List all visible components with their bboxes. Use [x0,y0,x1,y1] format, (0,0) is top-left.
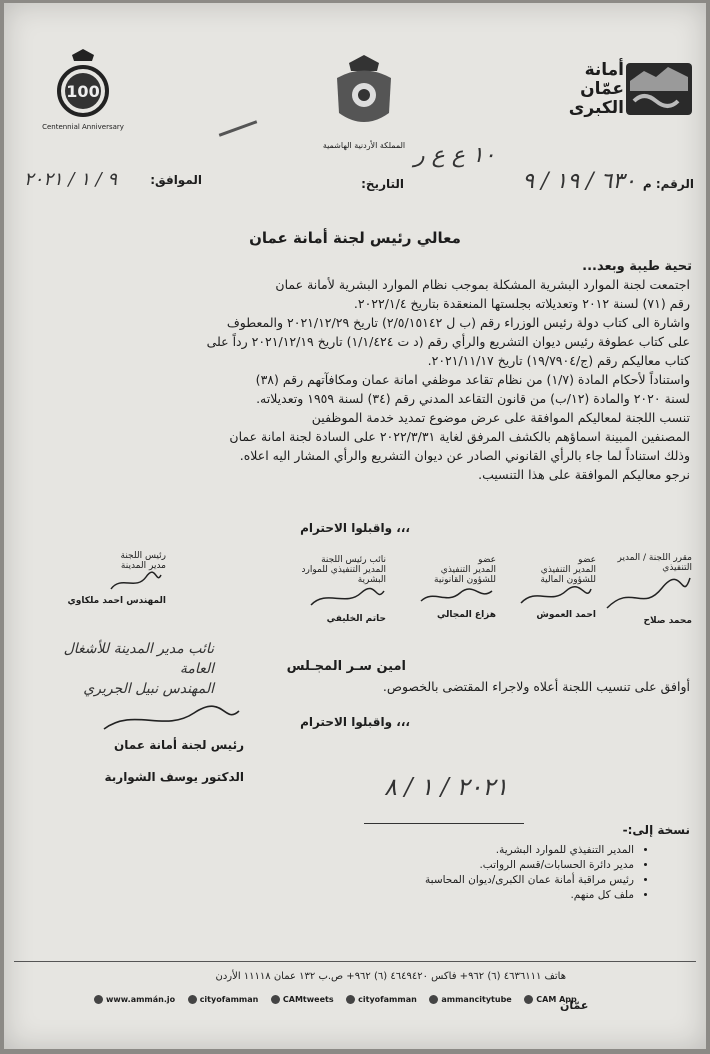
footer-twitter[interactable]: CAMtweets [271,995,334,1004]
footer-social [84,995,577,1006]
cc-item: • المدير التنفيذي للموارد البشرية. [425,843,634,858]
facebook-icon [188,995,197,1004]
secretary-title: امين سـر المجـلس [286,659,406,674]
handwritten-underline [364,823,524,824]
signatory-chair-name: محمد صلاح [643,616,692,626]
addressee: معالي رئيس لجنة أمانة عمان [249,229,461,247]
cc-list [425,843,646,903]
signatory-member-legal [406,555,496,620]
gam-logo-text: أمانة عمّان الكبرى [568,60,624,118]
footer-youtube[interactable]: ammancitytube [429,995,511,1004]
city-manager-name: المهندس احمد ملكاوي [67,596,166,606]
body-line-11: نرجو معاليكم الموافقة على هذا التنسيب. [478,467,690,482]
signature-scribble-icon [516,585,596,607]
greeting: تحية طيبة وبعد... [582,259,692,274]
chairman-block [74,705,244,784]
signatory-chair-title: مقرر اللجنة / المدير التنفيذي [617,553,692,573]
footer-instagram[interactable]: cityofamman [346,995,417,1004]
reference-number: ٦٣٠ / ١٩ / ٩ [522,169,636,194]
deputy-director-note [44,639,214,699]
deputy-director-title: نائب مدير المدينة للأشغال العامة [63,641,214,677]
signature-scribble-icon [416,585,496,607]
corresponding-date: ٩ / ١ / ٢٠٢١ [24,169,118,190]
youtube-icon [429,995,438,1004]
cc-label: نسخة إلى:- [622,823,690,837]
footer-divider [14,961,696,962]
signature-scribble-icon [602,573,692,613]
reference-row [14,169,694,199]
globe-icon [94,995,103,1004]
cc-item: • ملف كل منهم. [425,888,634,903]
body-line-10: وذلك استناداً لما جاء بالرأي القانوني الصادر عن ديوان التشريع والرأي المشار اليه اعلاه. [239,448,690,463]
app-icon [524,995,533,1004]
handwritten-date: ٢٠٢١ / ١ / ٨ [384,773,509,801]
closing-2: واقبلوا الاحترام ،،، [300,715,410,729]
footer-facebook[interactable]: cityofamman [188,995,259,1004]
gam-logo [564,51,694,121]
member-legal-name: هزاع المجالي [436,610,496,620]
member-legal-title: عضو المدير التنفيذي للشؤون القانونية [434,555,496,585]
footer-website[interactable]: www.ammán.jo [94,995,175,1004]
body-line-7: لسنة ٢٠٢٠ والمادة (١٢/ب) من قانون التقاعد المدني رقم (٣٤) لسنة ١٩٥٩ وتعديلاته. [256,391,690,406]
body-line-3: واشارة الى كتاب دولة رئيس الوزراء رقم (ب ل ٢/٥/١٥١٤٢) تاريخ ٢٠٢١/١٢/٢٩ والمعطوف [226,315,690,330]
body-line-4: على كتاب عطوفة رئيس ديوان التشريع والرأي رقم (د ت ١/١/٤٢٤) تاريخ ٢٠٢١/١٢/١٩ رداً على [206,334,690,349]
reference-label: الرقم: م [642,177,694,191]
body-line-2: رقم (٧١) لسنة ٢٠١٢ وتعديلاته بجلستها المنعقدة بتاريخ ٢٠٢٢/١/٤. [353,296,690,311]
footer-brand: عمّان [560,999,589,1012]
signature-scribble-icon [306,585,386,611]
deputy-director-name: المهندس نبيل الجريري [83,681,214,697]
twitter-icon [271,995,280,1004]
deputy-title: نائب رئيس اللجنة المدير التنفيذي للموارد البشرية [301,555,386,585]
committee-signatures [4,541,706,641]
chairman-name: الدكتور يوسف الشواربة [104,770,244,784]
signatory-member-finance [506,555,596,620]
date-label: التاريخ: [361,177,404,191]
letter-page [4,3,706,1049]
chairman-signature-icon [94,705,244,735]
chairman-title: رئيس لجنة أمانة عمان [114,738,244,752]
closing-1: واقبلوا الاحترام ،،، [300,521,410,535]
member-finance-title: عضو المدير التنفيذي للشؤون المالية [540,555,596,585]
body-line-5: كتاب معاليكم رقم (ج/١٩/٧٩٠٤) تاريخ ٢٠٢١/١١/١٧. [427,353,690,368]
handwritten-note: ١٠ ع ع ر [414,143,496,168]
body-line-9: المصنفين المبينة اسماؤهم بالكشف المرفق لغاية ٢٠٢٢/٣/٣١ على السادة لجنة امانة عمان [229,429,690,444]
city-manager-title: رئيس اللجنة مدير المدينة [120,551,166,571]
corresponding-label: الموافق: [150,173,202,187]
instagram-icon [346,995,355,1004]
footer-app[interactable]: CAM App [524,995,576,1004]
signatory-city-manager [56,551,166,606]
footer-contact: هاتف ٤٦٣٦١١١ (٦) ٩٦٢+ فاكس ٤٦٤٩٤٢٠ (٦) ٩٦٢+ ص.ب ١٣٢ عمان ١١١١٨ الأردن [215,971,566,982]
jordan-emblem [304,53,424,153]
body-line-1: اجتمعت لجنة الموارد البشرية المشكلة بموجب نظام الموارد البشرية لأمانة عمان [275,277,690,292]
deputy-name: حاتم الخليفي [326,614,386,624]
secretary-approval: أوافق على تنسيب اللجنة أعلاه ولاجراء المقتضى بالخصوص. [382,679,690,694]
letter-body [90,275,690,484]
signatory-deputy [276,555,386,624]
body-line-8: تنسب اللجنة لمعاليكم الموافقة على عرض موضوع تمديد خدمة الموظفين [311,410,690,425]
centenary-caption: Centennial Anniversary [42,123,124,131]
royal-crest-icon [329,53,399,133]
centenary-100-icon [48,47,118,119]
cc-item: • مدير دائرة الحسابات/قسم الرواتب. [425,858,634,873]
body-line-6: واستناداً لأحكام المادة (١/٧) من نظام تقاعد موظفي امانة عمان ومكافآتهم رقم (٣٨) [255,372,690,387]
pen-mark [219,120,258,136]
member-finance-name: احمد العموش [536,610,596,620]
cc-item: • رئيس مراقبة أمانة عمان الكبرى/ديوان المحاسبة [425,873,634,888]
signature-scribble-icon [106,571,166,593]
centenary-number: 100 [66,82,100,101]
signatory-chair [602,553,692,626]
emblem-caption: المملكة الأردنية الهاشمية [322,141,406,150]
centenary-logo [40,47,126,137]
